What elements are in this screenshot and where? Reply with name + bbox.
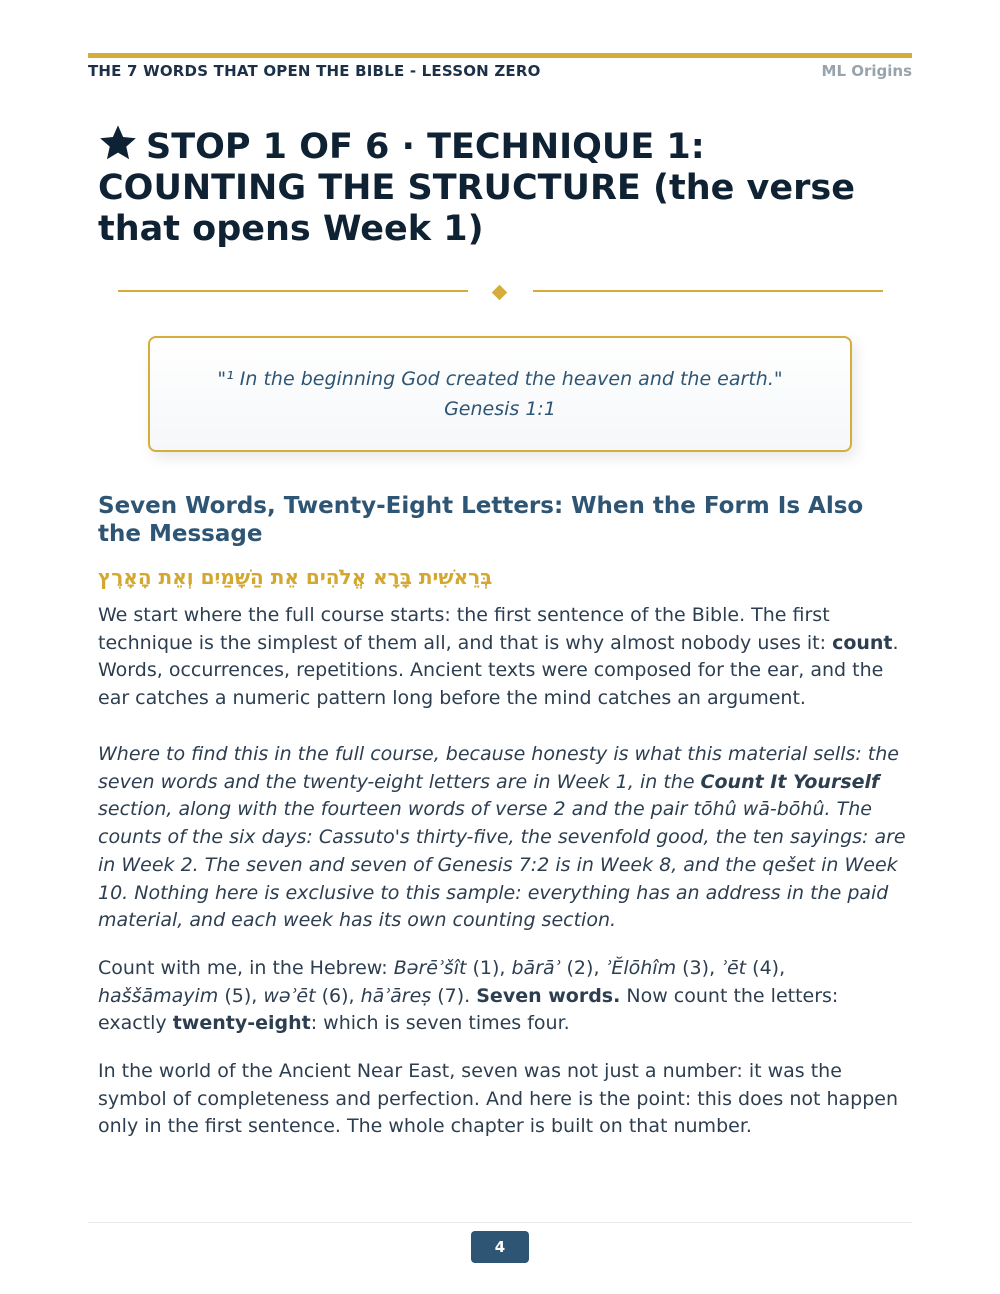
note-text-a: Where to find this in the full course, because honesty is what this material sells: the seven words and the twenty-eight letters are in Week 1, in the bbox=[98, 743, 899, 793]
hebrew-word: Bərēʾšît bbox=[393, 957, 467, 979]
footer-rule bbox=[88, 1222, 912, 1223]
section-heading: Seven Words, Twenty-Eight Letters: When the Form Is Also the Message bbox=[98, 493, 864, 547]
count-text: Now count the letters: exactly bbox=[98, 984, 839, 1035]
star-icon bbox=[98, 124, 138, 162]
header-rule bbox=[88, 53, 912, 58]
page-title bbox=[98, 124, 898, 250]
hebrew-word: bārāʾ bbox=[511, 957, 561, 979]
scripture-quote-box bbox=[148, 336, 852, 452]
quote-text: "¹ In the beginning God created the heaven and the earth." bbox=[217, 368, 783, 390]
intro-text-c: . Words, occurrences, repetitions. Ancient texts were composed for the ear, and the ear catches a numeric pattern long before the mind catches an argument. bbox=[98, 631, 899, 710]
word-number: (3), bbox=[676, 957, 722, 979]
running-header-brand: ML Origins bbox=[821, 62, 912, 80]
hebrew-word: hāʾāreṣ bbox=[360, 984, 432, 1007]
intro-emphasis-count: count bbox=[832, 631, 893, 654]
word-number: (1), bbox=[466, 957, 512, 979]
word-count-paragraph bbox=[98, 955, 908, 1038]
diamond-ornament-icon bbox=[492, 285, 508, 301]
twenty-eight-emphasis: twenty-eight bbox=[172, 1012, 311, 1035]
note-section-name: Count It Yourself bbox=[700, 770, 880, 793]
hebrew-word: wəʾēt bbox=[263, 984, 316, 1007]
word-number: (2), bbox=[560, 957, 606, 979]
count-text: Count with me, in the Hebrew: bbox=[98, 957, 394, 979]
page-title-text: STOP 1 OF 6 · TECHNIQUE 1: COUNTING THE STRUCTURE (the verse that opens Week 1) bbox=[98, 127, 855, 249]
page-number-badge: 4 bbox=[471, 1231, 529, 1263]
word-number: (6), bbox=[315, 984, 361, 1007]
intro-paragraph bbox=[98, 602, 908, 713]
ornament-divider-left bbox=[118, 290, 468, 292]
intro-text-a: We start where the full course starts: the first sentence of the Bible. The first technique is the simplest of them all, and that is why almost nobody uses it: bbox=[98, 604, 833, 654]
quote-citation: Genesis 1:1 bbox=[444, 398, 556, 420]
word-number: (7). bbox=[431, 984, 477, 1007]
hebrew-word: ʾēt bbox=[721, 957, 747, 979]
course-location-note bbox=[98, 741, 908, 935]
hebrew-word: ʾĔlōhîm bbox=[605, 957, 677, 979]
word-number: (4), bbox=[746, 957, 786, 979]
note-text-c: section, along with the fourteen words of verse 2 and the pair tōhû wā-bōhû. The counts of the six days: Cassuto's thirty-five, the sevenfold good, the ten sayings: are in Week 2. The seven and seven of Genesis 7:2 is in Week 8, and the qešet in Week 10. Nothing here is exclusive to this sample: everything has an address in the paid material, and each week has its own counting section. bbox=[98, 798, 906, 932]
word-number: (5), bbox=[218, 984, 264, 1007]
ornament-divider-right bbox=[533, 290, 883, 292]
hebrew-word: haššāmayim bbox=[98, 984, 219, 1007]
hebrew-verse: בְּרֵאשִׁית בָּרָא אֱלֹהִים אֵת הַשָּׁמַיִם וְאֵת הָאָרֶץ bbox=[98, 565, 493, 589]
running-header-title: THE 7 WORDS THAT OPEN THE BIBLE - LESSON ZERO bbox=[88, 62, 541, 80]
seven-words-emphasis: Seven words. bbox=[476, 984, 621, 1007]
closing-paragraph: In the world of the Ancient Near East, seven was not just a number: it was the symbol of completeness and perfection. And here is the point: this does not happen only in the first sentence. The whole chapter is built on that number. bbox=[98, 1060, 899, 1138]
count-text: : which is seven times four. bbox=[310, 1012, 570, 1035]
